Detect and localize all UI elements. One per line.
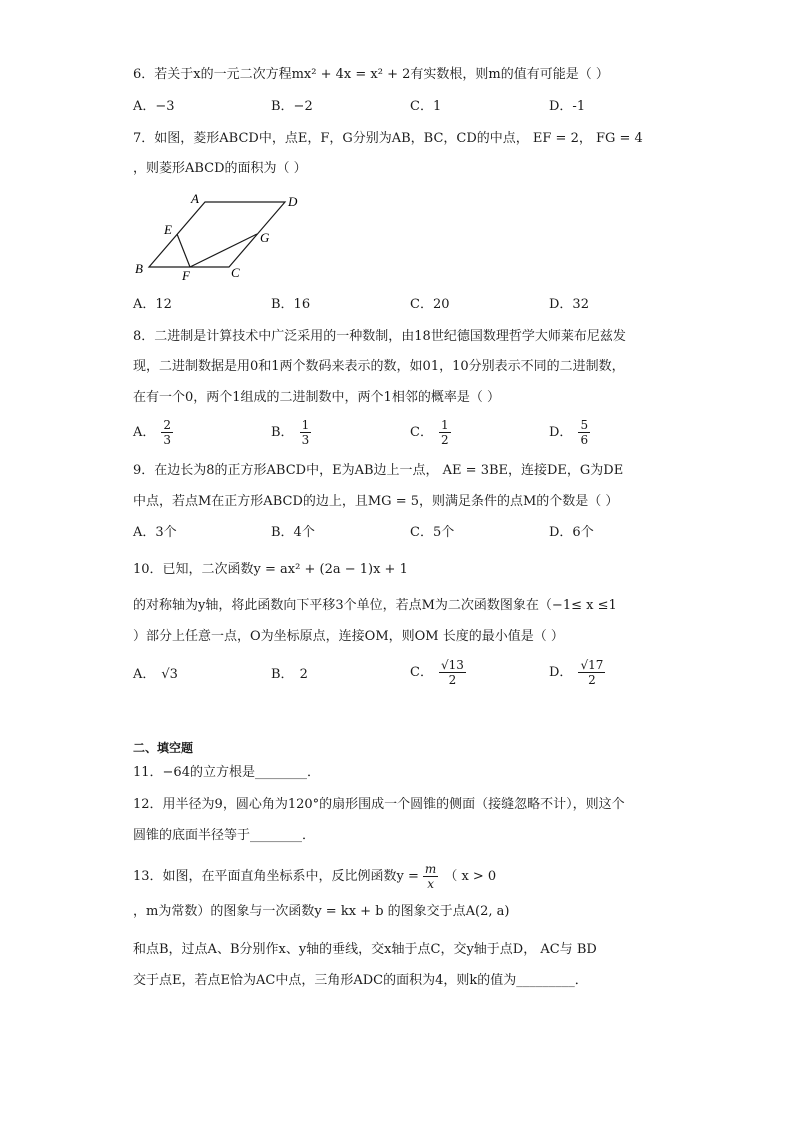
q12-stem-line2: 圆锥的底面半径等于________． bbox=[133, 828, 316, 843]
section-title-fill-in: 二、填空题 bbox=[133, 741, 194, 755]
q8-option-b bbox=[271, 418, 311, 447]
denominator: 2 bbox=[440, 433, 449, 447]
q7-option-a: A．12 bbox=[133, 297, 172, 312]
label-b: B bbox=[135, 261, 143, 276]
label-e: E bbox=[164, 222, 172, 237]
option-label: D． bbox=[549, 665, 573, 680]
q13-stem-part-b: （ x > 0 bbox=[444, 869, 497, 884]
q8-option-d bbox=[549, 418, 590, 447]
option-value: 2 bbox=[299, 667, 308, 682]
q12-stem-line1: 12．用半径为9，圆心角为120°的扇形围成一个圆锥的侧面（接缝忽略不计），则这个 bbox=[133, 797, 625, 812]
q9-stem-line1: 9．在边长为8的正方形ABCD中，E为AB边上一点， AE = 3BE，连接DE，G为DE bbox=[133, 463, 624, 478]
option-value: √3 bbox=[161, 667, 178, 682]
fraction bbox=[439, 418, 451, 447]
fraction bbox=[300, 418, 312, 447]
fraction bbox=[578, 418, 590, 447]
q10-option-c bbox=[410, 658, 466, 687]
label-d: D bbox=[288, 194, 298, 209]
option-label: C． bbox=[410, 425, 433, 440]
option-label: A． bbox=[133, 667, 156, 682]
q11-stem: 11．−64的立方根是________． bbox=[133, 765, 320, 780]
q6-option-b: B．−2 bbox=[271, 99, 313, 114]
numerator: m bbox=[424, 862, 437, 876]
q9-option-c: C．5个 bbox=[410, 525, 455, 540]
denominator: 6 bbox=[580, 433, 589, 447]
numerator: 1 bbox=[440, 418, 449, 432]
q13-stem-line2: ，m为常数）的图象与一次函数y = kx + b 的图象交于点A(2, a) bbox=[133, 904, 510, 919]
option-label: D． bbox=[549, 425, 573, 440]
q10-stem-line1: 10．已知，二次函数y = ax² + (2a − 1)x + 1 bbox=[133, 562, 408, 577]
option-label: B． bbox=[271, 425, 294, 440]
denominator: 3 bbox=[301, 433, 310, 447]
option-label: B． bbox=[271, 667, 294, 682]
q7-option-d: D．32 bbox=[549, 297, 589, 312]
q9-option-d: D．6个 bbox=[549, 525, 594, 540]
q8-stem-line2: 现，二进制数据是用0和1两个数码来表示的数，如01，10分别表示不同的二进制数， bbox=[133, 359, 625, 374]
q10-stem-line3: ）部分上任意一点，O为坐标原点，连接OM，则OM 长度的最小值是（ ） bbox=[133, 629, 564, 644]
numerator: 2 bbox=[163, 418, 172, 432]
fraction bbox=[161, 418, 173, 447]
denominator: 2 bbox=[448, 673, 457, 687]
label-g: G bbox=[260, 230, 270, 245]
q7-option-b: B．16 bbox=[271, 297, 311, 312]
q9-stem-line2: 中点，若点M在正方形ABCD的边上，且MG = 5，则满足条件的点M的个数是（ ） bbox=[133, 494, 619, 509]
rhombus-figure bbox=[128, 188, 318, 288]
fraction bbox=[439, 658, 466, 687]
q10-option-a bbox=[133, 666, 178, 684]
q6-option-d: D．-1 bbox=[549, 99, 586, 114]
q10-option-d bbox=[549, 658, 605, 687]
numerator: √13 bbox=[440, 658, 464, 672]
q7-stem-line2: ，则菱形ABCD的面积为（ ） bbox=[133, 161, 307, 176]
denominator: 2 bbox=[588, 673, 596, 687]
denominator: x bbox=[427, 877, 434, 891]
q6-option-c: C．1 bbox=[410, 99, 442, 114]
denominator: 3 bbox=[163, 433, 172, 447]
q10-option-b bbox=[271, 666, 308, 684]
q8-stem-line3: 在有一个0，两个1组成的二进制数中，两个1相邻的概率是（ ） bbox=[133, 390, 500, 405]
q6-option-a: A．−3 bbox=[133, 99, 175, 114]
q8-option-a bbox=[133, 418, 173, 447]
q7-stem-line1: 7．如图，菱形ABCD中，点E，F，G分别为AB，BC，CD的中点， EF = 2， FG = 4 bbox=[133, 131, 643, 146]
q9-option-b: B．4个 bbox=[271, 525, 315, 540]
numerator: 5 bbox=[580, 418, 589, 432]
option-label: C． bbox=[410, 665, 433, 680]
label-a: A bbox=[191, 191, 199, 206]
q8-option-c bbox=[410, 418, 451, 447]
q7-option-c: C．20 bbox=[410, 297, 450, 312]
fraction bbox=[423, 862, 438, 891]
q13-stem-line1 bbox=[133, 862, 496, 891]
q8-stem-line1: 8．二进制是计算技术中广泛采用的一种数制，由18世纪德国数理哲学大师莱布尼兹发 bbox=[133, 329, 626, 344]
numerator: √17 bbox=[580, 658, 604, 672]
q13-stem-part-a: 13．如图，在平面直角坐标系中，反比例函数y = bbox=[133, 869, 419, 884]
q6-stem: 6．若关于x的一元二次方程mx² + 4x = x² + 2有实数根，则m的值有可能是（ ） bbox=[133, 67, 609, 82]
fraction bbox=[578, 658, 605, 687]
label-c: C bbox=[231, 265, 240, 280]
q13-stem-line4: 交于点E，若点E恰为AC中点，三角形ADC的面积为4，则k的值为_________． bbox=[133, 973, 588, 988]
label-f: F bbox=[182, 268, 190, 283]
q13-stem-line3: 和点B，过点A、B分别作x、y轴的垂线，交x轴于点C，交y轴于点D， AC与 BD bbox=[133, 942, 597, 957]
q9-option-a: A．3个 bbox=[133, 525, 177, 540]
q10-stem-line2: 的对称轴为y轴，将此函数向下平移3个单位，若点M为二次函数图象在（−1≤ x ≤1 bbox=[133, 598, 617, 613]
numerator: 1 bbox=[301, 418, 310, 432]
option-label: A． bbox=[133, 425, 156, 440]
